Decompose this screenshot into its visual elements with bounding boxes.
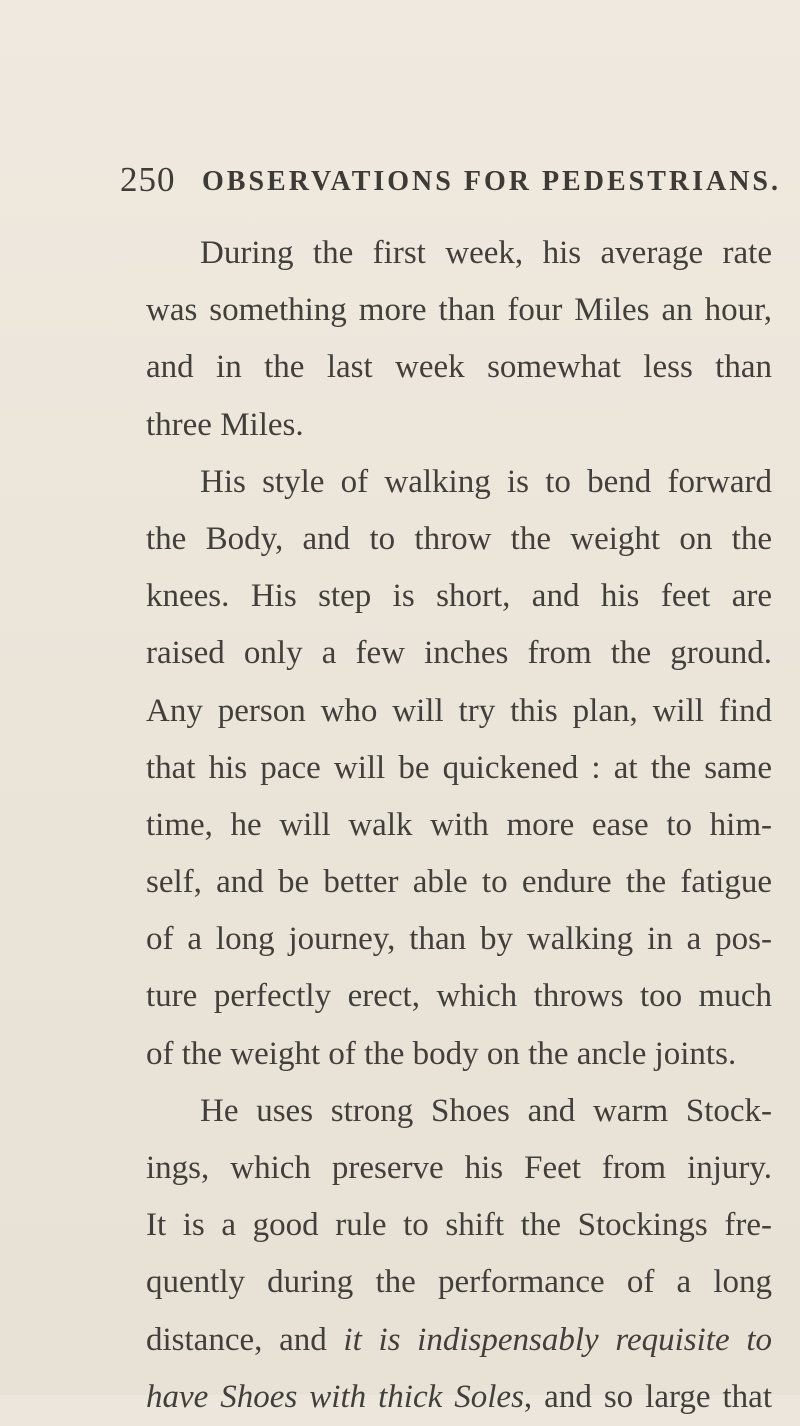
text-line: Any person who will try this plan, will find <box>146 692 772 729</box>
text-line: ings, which preserve his Feet from injury. <box>146 1150 772 1186</box>
text-line: quently during the performance of a long <box>146 1264 772 1301</box>
body-text <box>146 225 772 1426</box>
text-line: the Body, and to throw the weight on the <box>146 520 772 557</box>
text-line: During the first week, his average rate <box>200 235 772 271</box>
running-title: OBSERVATIONS FOR PEDESTRIANS. <box>202 166 781 197</box>
text-line: three Miles. <box>146 406 304 443</box>
page-number: 250 <box>120 160 176 199</box>
text-line: self, and be better able to endure the fatigue <box>146 864 772 901</box>
text-line <box>146 1312 772 1369</box>
text-line <box>146 1369 772 1426</box>
text-segment: , and so large that <box>523 1378 772 1415</box>
text-line: of a long journey, than by walking in a pos- <box>146 921 772 958</box>
page-header <box>0 150 800 210</box>
text-line: time, he will walk with more ease to him- <box>146 806 772 843</box>
text-line: raised only a few inches from the ground. <box>146 635 772 672</box>
text-line: and in the last week somewhat less than <box>146 349 772 386</box>
text-line: He uses strong Shoes and warm Stock- <box>200 1092 772 1129</box>
text-line: that his pace will be quickened : at the same <box>146 749 772 786</box>
text-line: knees. His step is short, and his feet are <box>146 578 772 615</box>
italic-text: have Shoes with thick Soles <box>146 1378 524 1415</box>
text-line: was something more than four Miles an hour, <box>146 292 772 329</box>
text-line: of the weight of the body on the ancle joints. <box>146 1035 737 1072</box>
text-line: His style of walking is to bend forward <box>200 463 772 500</box>
text-line: ture perfectly erect, which throws too much <box>146 978 772 1015</box>
text-line: It is a good rule to shift the Stockings fre- <box>146 1207 772 1244</box>
text-segment: distance, and <box>146 1321 344 1358</box>
italic-text: it is indispensably requisite to <box>343 1321 772 1358</box>
